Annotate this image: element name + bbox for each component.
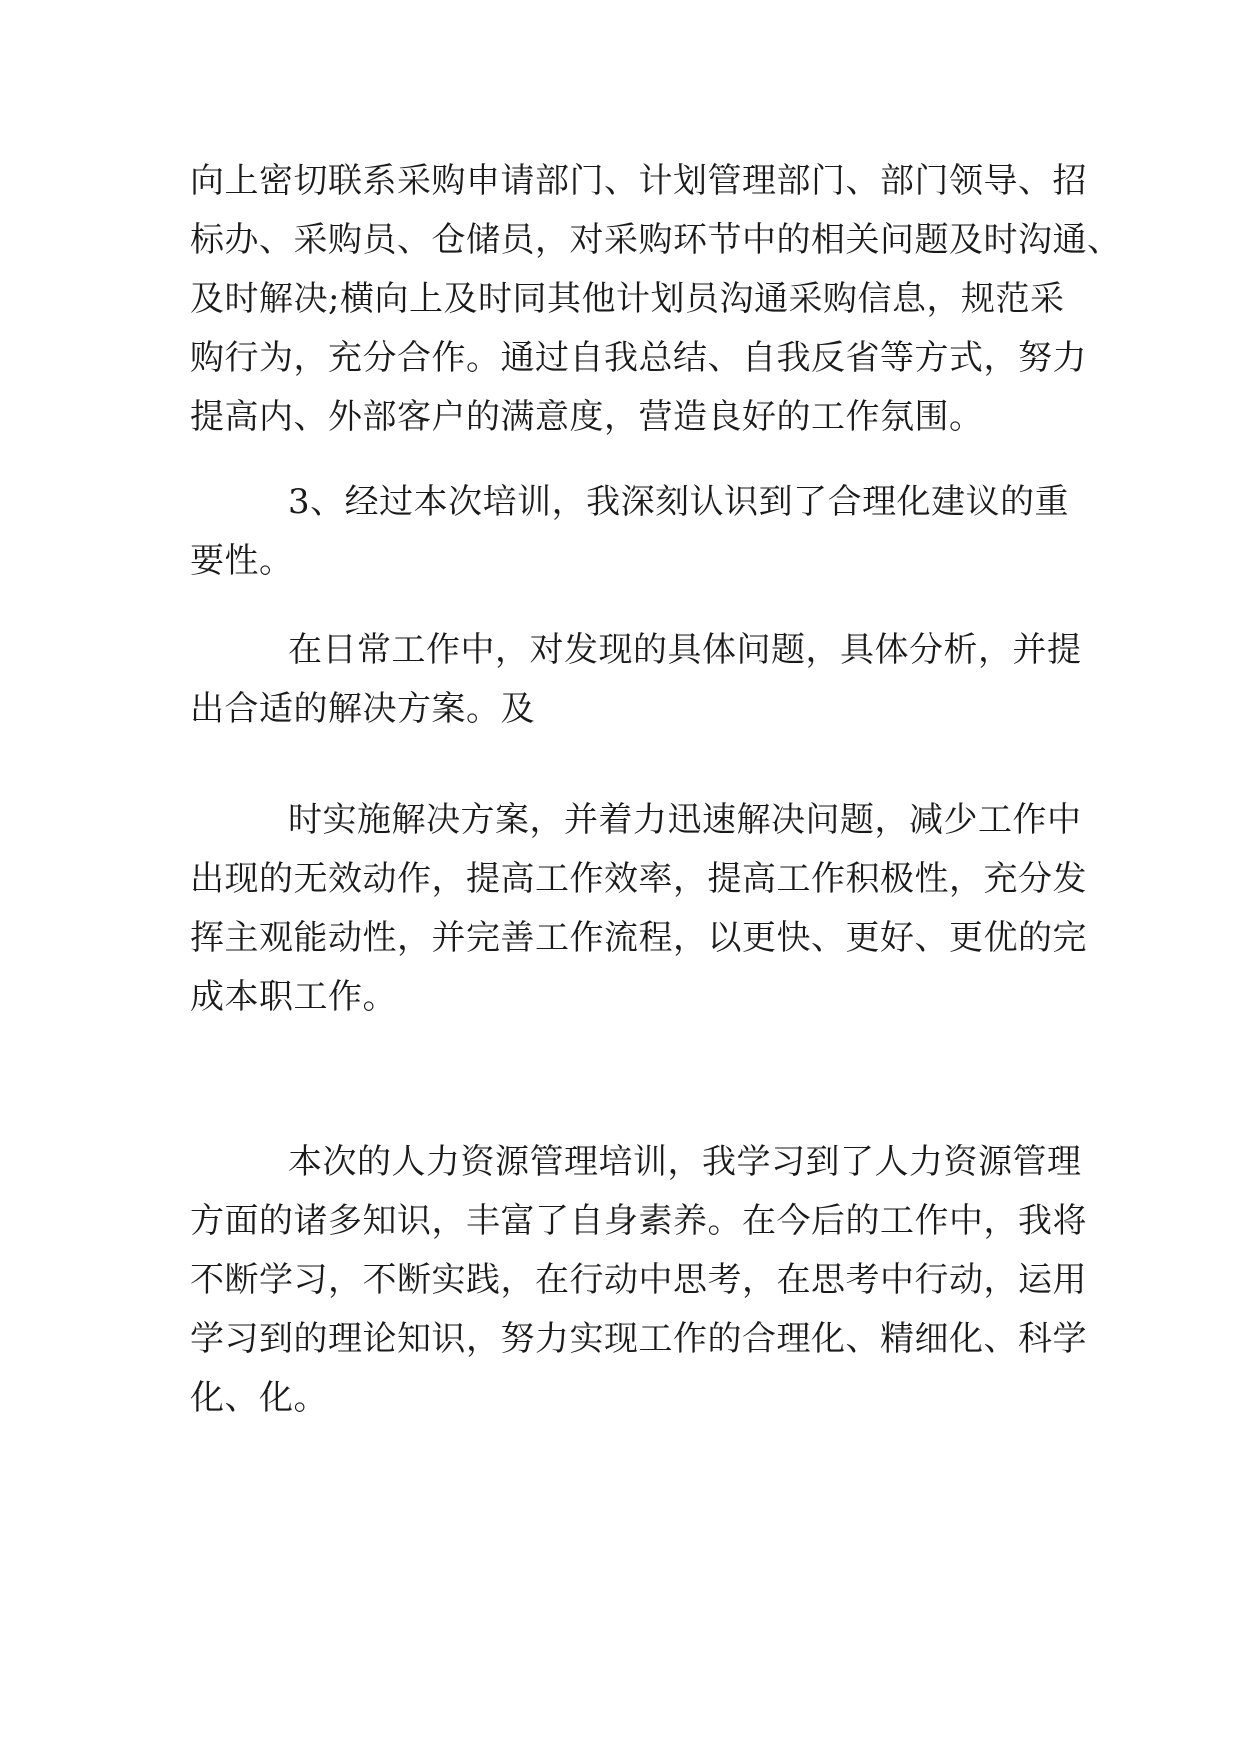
paragraph-procurement-communication — [190, 152, 1122, 447]
text-line: 及时解决;横向上及时同其他计划员沟通采购信息，规范采 — [190, 279, 1065, 319]
text-line: 提高内、外部客户的满意度，营造良好的工作氛围。 — [190, 397, 984, 437]
text-line: 在日常工作中，对发现的具体问题，具体分析，并提 — [288, 630, 1082, 670]
text-line: 向上密切联系采购申请部门、计划管理部门、部门领导、招 — [190, 161, 1087, 201]
text-line: 学习到的理论知识，努力实现工作的合理化、精细化、科学 — [190, 1319, 1087, 1359]
text-line: 不断学习，不断实践，在行动中思考，在思考中行动，运用 — [190, 1260, 1087, 1300]
text-line: 标办、采购员、仓储员，对采购环节中的相关问题及时沟通、 — [190, 220, 1122, 260]
text-line: 挥主观能动性，并完善工作流程，以更快、更好、更优的完 — [190, 918, 1087, 958]
text-line: 购行为，充分合作。通过自我总结、自我反省等方式，努力 — [190, 338, 1087, 378]
text-line: 要性。 — [190, 541, 294, 581]
paragraph-point-3 — [190, 473, 1070, 591]
text-line: 3、经过本次培训，我深刻认识到了合理化建议的重 — [288, 482, 1070, 522]
text-line: 成本职工作。 — [190, 977, 397, 1017]
text-line: 出现的无效动作，提高工作效率，提高工作积极性，充分发 — [190, 859, 1087, 899]
paragraph-hr-training-summary — [190, 1133, 1087, 1428]
text-line: 本次的人力资源管理培训，我学习到了人力资源管理 — [288, 1142, 1082, 1182]
paragraph-implementation — [190, 791, 1087, 1027]
text-line: 方面的诸多知识，丰富了自身素养。在今后的工作中，我将 — [190, 1201, 1087, 1241]
paragraph-daily-work — [190, 621, 1082, 739]
text-line: 时实施解决方案，并着力迅速解决问题，减少工作中 — [288, 800, 1082, 840]
text-line: 出合适的解决方案。及 — [190, 689, 535, 729]
text-line: 化、化。 — [190, 1378, 328, 1418]
